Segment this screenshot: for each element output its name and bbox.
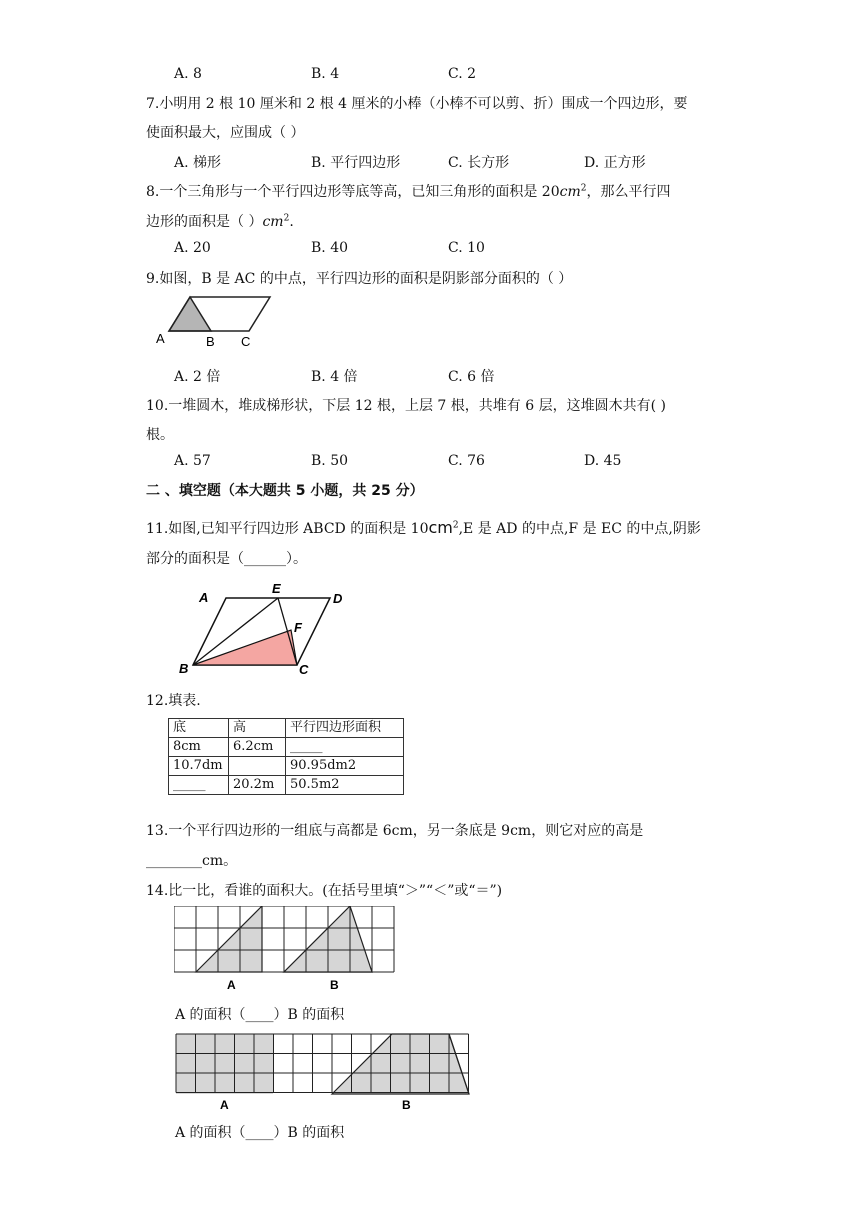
q8-unit-cm: cm (559, 184, 581, 200)
q11-label-f: F (294, 620, 302, 635)
q14-text: 14.比一比，看谁的面积大。(在括号里填“＞”“＜”或“＝”) (146, 883, 503, 899)
q14-grid-figure-2 (174, 1032, 472, 1112)
q11-label-a: A (199, 590, 209, 605)
q9-option-a: A. 2 倍 (174, 369, 221, 385)
q8-line1: 8.一个三角形与一个平行四边形等底等高，已知三角形的面积是 $20cm^2$，那么平行四 (146, 183, 671, 200)
table-cell (229, 757, 286, 776)
table-cell: 90.95dm2 (286, 757, 404, 776)
q14-label-b2: B (402, 1098, 411, 1112)
q11-label-c: C (299, 662, 309, 677)
q9-option-c: C. 6 倍 (448, 369, 495, 385)
q10-line2: 根。 (146, 427, 174, 443)
q8-option-b: B. 40 (311, 240, 349, 256)
table-cell: 50.5m2 (286, 776, 404, 795)
q9-option-b: B. 4 倍 (311, 369, 358, 385)
q11-label-b: B (179, 661, 189, 676)
table-cell: _____ (286, 738, 404, 757)
table-cell: 高 (229, 719, 286, 738)
q10-line1: 10.一堆圆木，堆成梯形状，下层 12 根，上层 7 根，共堆有 6 层，这堆圆木共有( ) (146, 398, 666, 414)
q6-option-b: B. 4 (311, 66, 340, 82)
table-row (169, 757, 404, 776)
q9-shaded-triangle (169, 297, 211, 331)
q7-option-c: C. 长方形 (448, 155, 510, 171)
q14-shape-a2 (176, 1034, 273, 1094)
q6-option-c: C. 2 (448, 66, 477, 82)
q10-option-a: A. 57 (174, 453, 211, 469)
q14-answer-1: A 的面积（____）B 的面积 (175, 1007, 345, 1023)
q14-label-a1: A (227, 978, 236, 992)
table-cell: 20.2m (229, 776, 286, 795)
q10-option-c: C. 76 (448, 453, 485, 469)
q10-option-b: B. 50 (311, 453, 349, 469)
table-cell: 6.2cm (229, 738, 286, 757)
table-row (169, 719, 404, 738)
q14-label-a2: A (220, 1098, 229, 1112)
q11-line1: 11.如图,已知平行四边形 ABCD 的面积是 $10cm^2,E$ 是 AD 的中点,F 是 EC 的中点,阴影 (146, 518, 701, 537)
table-row (169, 776, 404, 795)
table-cell: 平行四边形面积 (286, 719, 404, 738)
q14-grid-figure-1 (174, 906, 396, 994)
table-cell: 8cm (169, 738, 229, 757)
q7-line1: 7.小明用 2 根 10 厘米和 2 根 4 厘米的小棒（小棒不可以剪、折）围成一个四边形，要 (146, 96, 688, 112)
q7-option-b: B. 平行四边形 (311, 155, 401, 171)
q11-label-e: E (272, 581, 281, 596)
q9-parallelogram-figure (150, 290, 280, 350)
q7-line2: 使面积最大，应围成（ ） (146, 125, 305, 141)
q10-option-d: D. 45 (584, 453, 622, 469)
q14-answer-2: A 的面积（____）B 的面积 (175, 1125, 345, 1141)
q9-label-a: A (156, 331, 165, 346)
table-cell: 底 (169, 719, 229, 738)
q8-option-a: A. 20 (174, 240, 211, 256)
q8-line2: 边形的面积是（ ）$cm^2$. (146, 213, 294, 230)
q11-shaded-triangle (193, 630, 297, 665)
q12-text: 12.填表. (146, 693, 201, 709)
q11-unit-cm: cm (428, 518, 453, 537)
table-cell: 10.7dm (169, 757, 229, 776)
q14-label-b1: B (330, 978, 339, 992)
q14-shape-a1 (196, 906, 262, 972)
q11-line2: 部分的面积是（______）。 (146, 551, 307, 567)
q14-shape-b2 (332, 1034, 469, 1094)
table-cell: _____ (169, 776, 229, 795)
q7-option-a: A. 梯形 (174, 155, 222, 171)
q11-label-d: D (333, 591, 343, 606)
q9-label-c: C (241, 334, 251, 349)
q9-label-b: B (206, 334, 215, 349)
q12-fill-table (168, 718, 404, 795)
q13-line1: 13.一个平行四边形的一组底与高都是 6cm，另一条底是 9cm，则它对应的高是 (146, 823, 644, 839)
q11-parallelogram-figure (175, 578, 365, 678)
table-row (169, 738, 404, 757)
q7-option-d: D. 正方形 (584, 155, 646, 171)
section-heading-fill-in: 二 、填空题（本大题共 5 小题，共 25 分） (146, 483, 424, 499)
q8-option-c: C. 10 (448, 240, 485, 256)
q13-line2: ________cm。 (146, 853, 238, 869)
q6-option-a: A. 8 (174, 66, 202, 82)
q9-text: 9.如图，B 是 AC 的中点，平行四边形的面积是阴影部分面积的（ ） (146, 271, 573, 287)
